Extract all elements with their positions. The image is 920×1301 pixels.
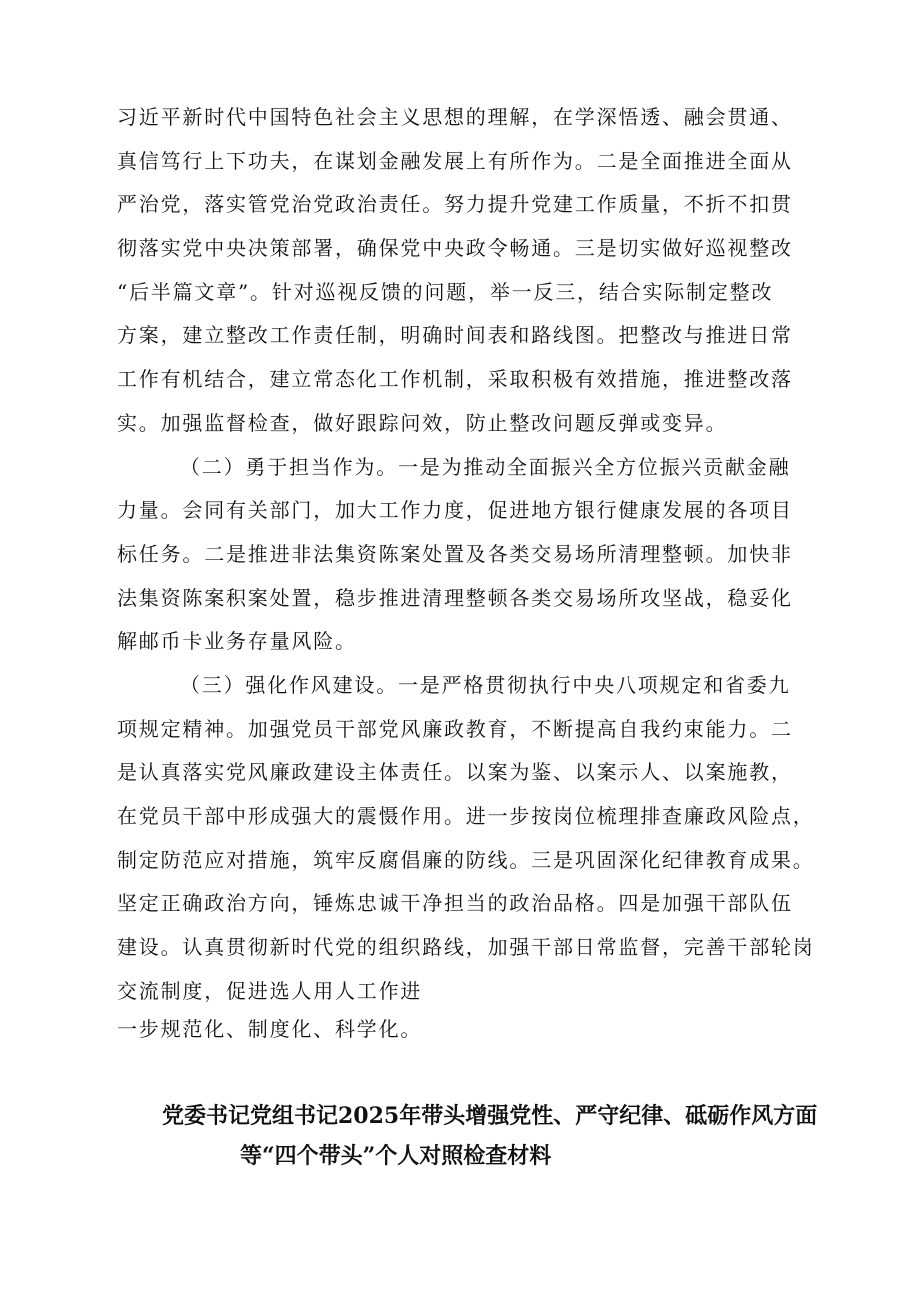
text-line: “后半篇文章”。针对巡视反馈的问题，举一反三，结合实际制定整改 — [117, 279, 774, 304]
text-line: 建设。认真贯彻新时代党的组织路线，加强干部日常监督，完善干部轮岗 — [117, 935, 815, 960]
text-line: 标任务。二是推进非法集资陈案处置及各类交易场所清理整顿。加快非 — [117, 541, 793, 566]
text-line: 交流制度，促进选人用人工作进 — [117, 978, 423, 1003]
next-document-title — [0, 1096, 920, 1176]
text-line: 方案，建立整改工作责任制，明确时间表和路线图。把整改与推进日常 — [117, 323, 793, 348]
text-line: 彻落实党中央决策部署，确保党中央政令畅通。三是切实做好巡视整改 — [117, 236, 793, 261]
text-line: 解邮币卡业务存量风险。 — [117, 629, 357, 654]
text-line: （三）强化作风建设。一是严格贯彻执行中央八项规定和省委九 — [180, 672, 791, 697]
text-line: 制定防范应对措施，筑牢反腐倡廉的防线。三是巩固深化纪律教育成果。 — [117, 847, 815, 872]
document-body — [117, 96, 857, 1045]
text-line: 是认真落实党风廉政建设主体责任。以案为鉴、以案示人、以案施教， — [117, 760, 793, 785]
text-line: 工作有机结合，建立常态化工作机制，采取积极有效措施，推进整改落 — [117, 367, 793, 392]
title-line-1: 党委书记党组书记2025年带头增强党性、严守纪律、砥砺作风方面 — [162, 1103, 818, 1129]
text-line: 实。加强监督检查，做好跟踪问效，防止整改问题反弹或变异。 — [117, 410, 728, 435]
text-line: 项规定精神。加强党员干部党风廉政教育，不断提高自我约束能力。二 — [117, 716, 793, 741]
text-line: 力量。会同有关部门，加大工作力度，促进地方银行健康发展的各项目 — [117, 498, 793, 523]
text-line: 在党员干部中形成强大的震慑作用。进一步按岗位梳理排查廉政风险点， — [117, 804, 815, 828]
title-line-2: 等“四个带头”个人对照检查材料 — [240, 1143, 552, 1169]
text-line: 坚定正确政治方向，锤炼忠诚干净担当的政治品格。四是加强干部队伍 — [117, 891, 793, 916]
paragraph-3 — [117, 664, 857, 1046]
text-line: 严治党，落实管党治党政治责任。努力提升党建工作质量，不折不扣贯 — [117, 192, 793, 217]
paragraph-2 — [117, 446, 857, 664]
text-line: 法集资陈案积案处置，稳步推进清理整顿各类交易场所攻坚战，稳妥化 — [117, 585, 793, 610]
text-line: 真信笃行上下功夫，在谋划金融发展上有所作为。二是全面推进全面从 — [117, 148, 793, 173]
text-line: 习近平新时代中国特色社会主义思想的理解，在学深悟透、融会贯通、 — [117, 105, 793, 129]
text-line: 一步规范化、制度化、科学化。 — [117, 1017, 423, 1042]
text-line: （二）勇于担当作为。一是为推动全面振兴全方位振兴贡献金融 — [180, 454, 791, 479]
paragraph-1 — [117, 96, 857, 446]
